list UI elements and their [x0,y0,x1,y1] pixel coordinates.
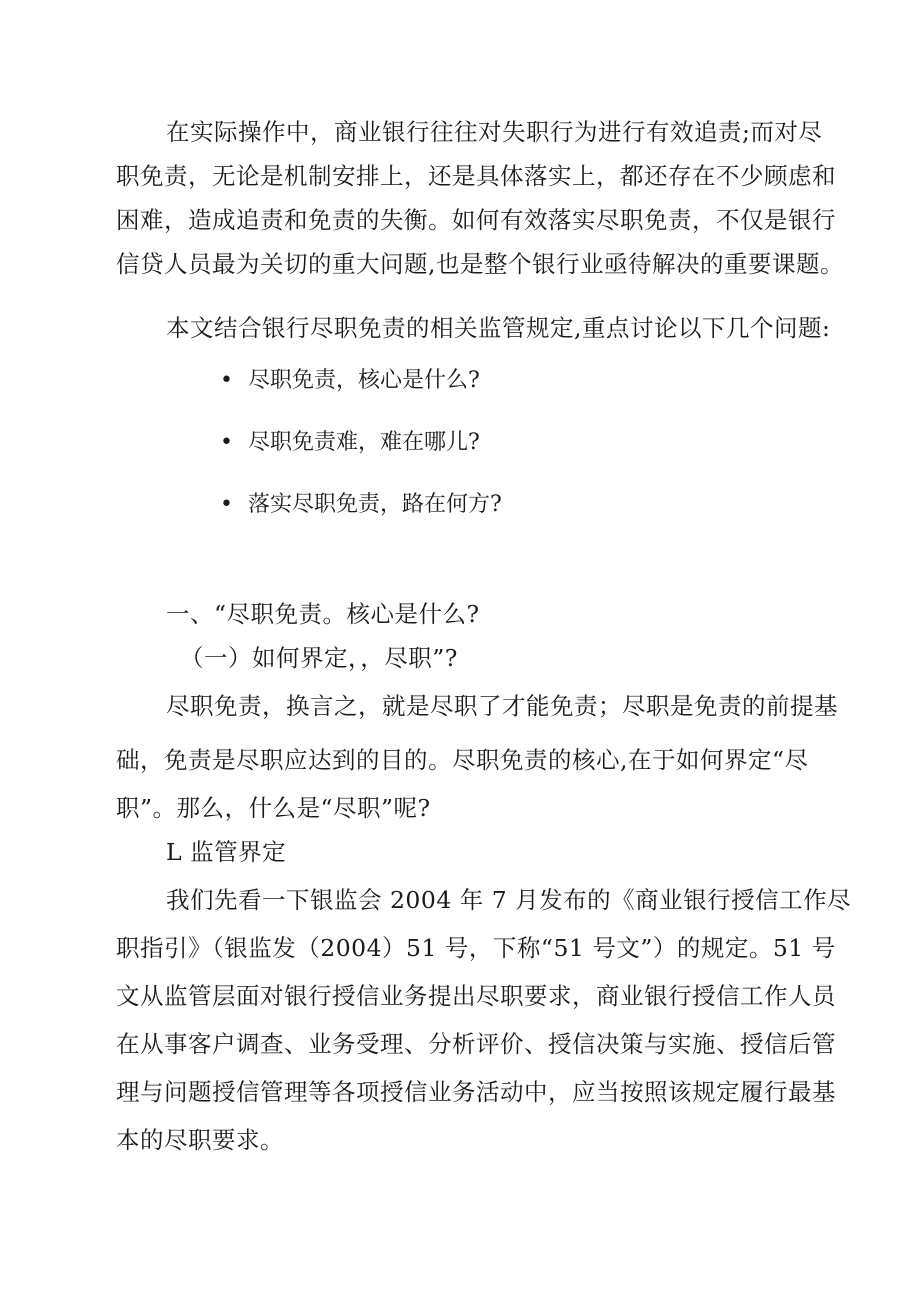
intro-line-3: 困难，造成追责和免责的失衡。如何有效落实尽职免责，不仅是银行 [116,206,836,234]
question-text: 落实尽职免责，路在何方? [248,492,502,517]
regulation-line-4: 在从事客户调查、业务受理、分析评价、授信决策与实施、授信后管 [116,1030,836,1058]
intro-line-2: 职免责，无论是机制安排上，还是具体落实上，都还存在不少顾虑和 [116,162,836,190]
regulation-line-6: 本的尽职要求。 [116,1126,284,1154]
section-title: 一、“尽职免责。核心是什么? [166,600,480,628]
regulation-line-5: 理与问题授信管理等各项授信业务活动中，应当按照该规定履行最基 [116,1078,836,1106]
scope-line: 本文结合银行尽职免责的相关监管规定,重点讨论以下几个问题: [166,314,831,342]
point-title: L 监管界定 [166,838,287,866]
intro-line-1: 在实际操作中，商业银行往往对失职行为进行有效追责;而对尽 [166,118,823,146]
bullet-icon: • [220,492,233,517]
regulation-line-3: 文从监管层面对银行授信业务提出尽职要求，商业银行授信工作人员 [116,982,836,1010]
bullet-icon: • [220,430,233,455]
definition-line-1: 尽职免责，换言之，就是尽职了才能免责；尽职是免责的前提基 [166,692,838,720]
bullet-icon: • [220,368,233,393]
regulation-line-2: 职指引》（银监发（2004）51 号，下称“51 号文”）的规定。51 号 [116,934,836,962]
definition-line-2: 础，免责是尽职应达到的目的。尽职免责的核心,在于如何界定“尽 [116,746,809,774]
intro-line-4: 信贷人员最为关切的重大问题,也是整个银行业亟待解决的重要课题。 [116,250,844,278]
subsection-title: （一）如何界定，，尽职”? [180,644,458,672]
regulation-line-1: 我们先看一下银监会 2004 年 7 月发布的《商业银行授信工作尽 [166,886,852,914]
question-text: 尽职免责难，难在哪儿? [248,430,480,455]
question-text: 尽职免责，核心是什么? [248,368,480,393]
definition-line-3: 职”。那么，什么是“尽职”呢? [116,794,431,822]
